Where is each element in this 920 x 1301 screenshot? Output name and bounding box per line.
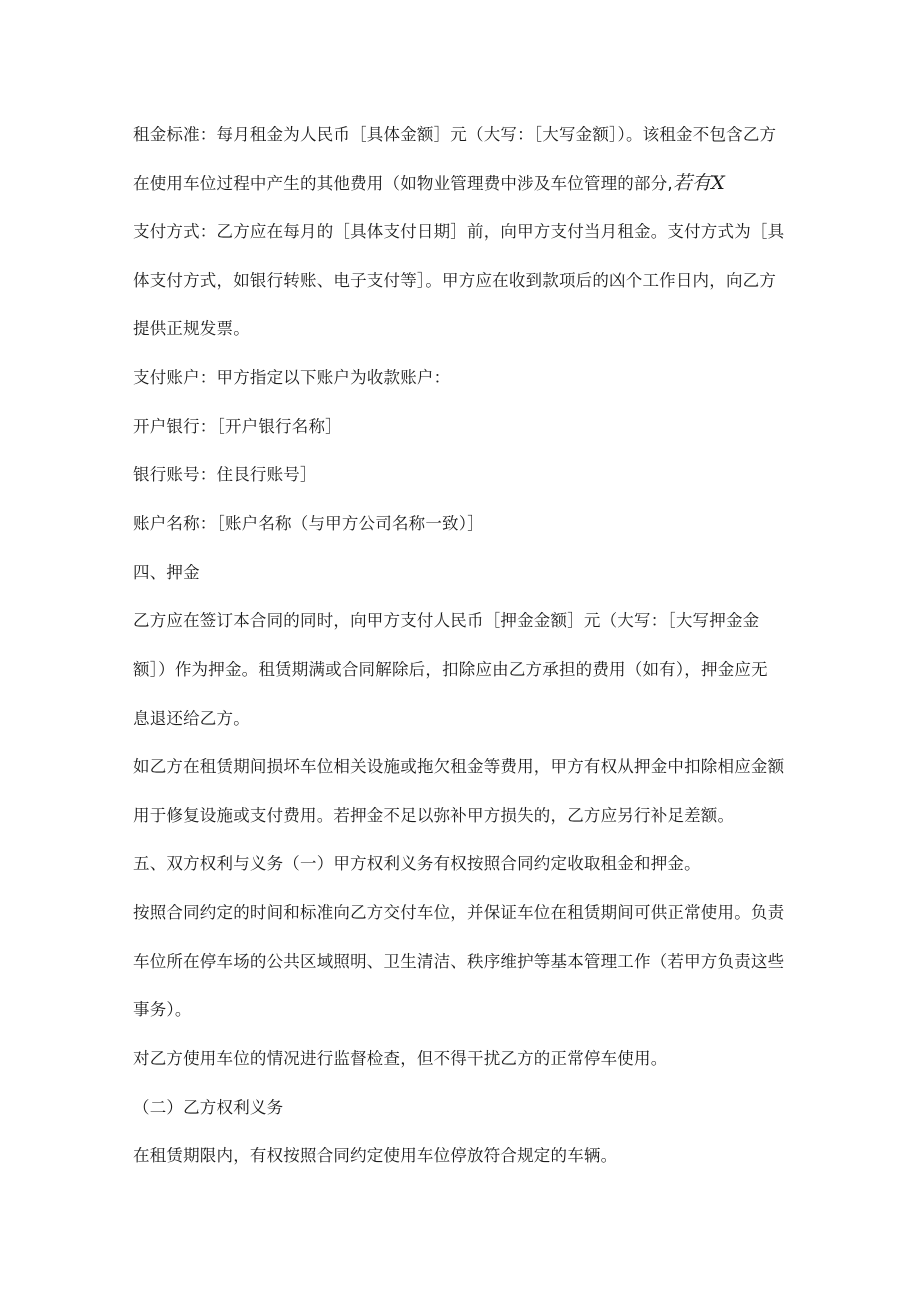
bank-account-line: 银行账号：住艮行账号］ [133, 465, 317, 484]
deposit-deduction-line-2: 用于修复设施或支付费用。若押金不足以弥补甲方损失的，乙方应另行补足差额。 [133, 806, 735, 825]
payment-account-heading: 支付账户：甲方指定以下账户为收款账户： [133, 368, 451, 387]
deposit-paragraph-line-1: 乙方应在签订本合同的同时，向甲方支付人民币［押金金额］元（大写：［大写押金金 [133, 611, 760, 630]
payment-method-line-1: 支付方式：乙方应在每月的［具体支付日期］前，向甲方支付当月租金。支付方式为［具 [133, 222, 785, 241]
party-a-duty-line-1: 按照合同约定的时间和标准向乙方交付车位，并保证车位在租赁期间可供正常使用。负责 [133, 903, 785, 922]
deposit-paragraph-line-3: 息退还给乙方。 [133, 709, 250, 728]
rent-standard-line-2-text: 在使用车位过程中产生的其他费用（如物业管理费中涉及车位管理的部分, [133, 174, 673, 193]
section-deposit-heading: 四、押金 [133, 563, 200, 582]
rent-standard-line-1: 租金标准：每月租金为人民币［具体金额］元（大写：［大写金额］）。该租金不包含乙方 [133, 125, 777, 144]
deposit-paragraph-line-2: 额］）作为押金。租赁期满或合同解除后，扣除应由乙方承担的费用（如有），押金应无 [133, 660, 768, 679]
party-b-rights-line: 在租赁期限内，有权按照合同约定使用车位停放符合规定的车辆。 [133, 1146, 618, 1165]
account-name-line: 账户名称：［账户名称（与甲方公司名称一致）］ [133, 514, 484, 533]
party-a-duty-line-3: 事务）。 [133, 1000, 192, 1019]
rent-standard-line-2 [133, 171, 798, 196]
party-a-duty-line-2: 车位所在停车场的公共区域照明、卫生清洁、秩序维护等基本管理工作（若甲方负责这些 [133, 952, 785, 971]
party-b-rights-heading: （二）乙方权利义务 [133, 1098, 284, 1117]
payment-method-line-3: 提供正规发票。 [133, 319, 250, 338]
bank-name-line: 开户银行：［开户银行名称］ [133, 417, 342, 436]
rent-standard-line-2-tail: 若有X [672, 172, 725, 194]
payment-method-line-2: 体支付方式，如银行转账、电子支付等］。甲方应在收到款项后的凶个工作日内，向乙方 [133, 271, 777, 290]
party-a-supervision-line: 对乙方使用车位的情况进行监督检查，但不得干扰乙方的正常停车使用。 [133, 1049, 668, 1068]
deposit-deduction-line-1: 如乙方在租赁期间损坏车位相关设施或拖欠租金等费用，甲方有权从押金中扣除相应金额 [133, 757, 785, 776]
section-rights-heading: 五、双方权利与义务（一）甲方权利义务有权按照合同约定收取租金和押金。 [133, 854, 701, 873]
